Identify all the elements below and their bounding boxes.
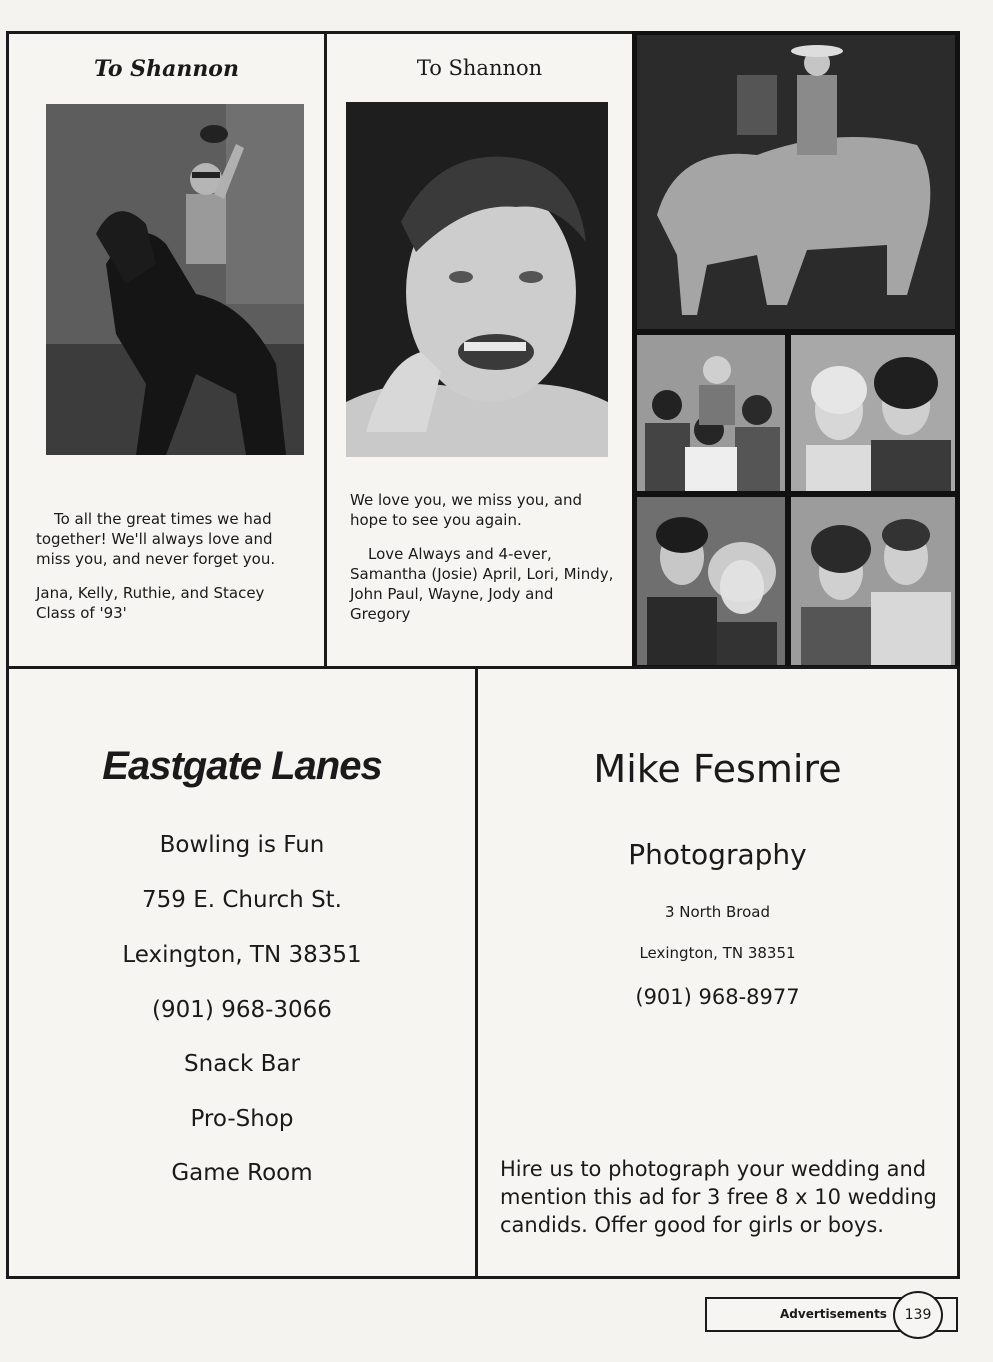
fesmire-address: 3 North Broad (664, 903, 771, 921)
fesmire-phone: (901) 968-8977 (635, 985, 800, 1009)
smiling-boy-photo (346, 102, 608, 457)
eastgate-title: Eastgate Lanes (102, 744, 382, 788)
eastgate-snack-bar: Snack Bar (184, 1051, 300, 1077)
fesmire-subtitle: Photography (628, 838, 807, 871)
tribute-middle-message: We love you, we miss you, and hope to see you again. (350, 491, 583, 529)
tribute-left-message-block (36, 509, 298, 637)
eastgate-pro-shop: Pro-Shop (190, 1106, 294, 1132)
tribute-middle-panel (324, 31, 635, 669)
footer-section-label: Advertisements (780, 1307, 887, 1321)
eastgate-phone: (901) 968-3066 (152, 997, 332, 1023)
tribute-left-panel (6, 31, 327, 669)
tribute-left-message: To all the great times we had together! We'll always love and miss you, and never forget you. (36, 510, 276, 568)
tribute-middle-message-block (350, 490, 616, 638)
couple-photo-right (791, 497, 955, 665)
eastgate-address: 759 E. Church St. (142, 887, 342, 913)
fesmire-title: Mike Fesmire (593, 747, 842, 791)
fesmire-photography-ad (475, 666, 960, 1279)
tribute-left-heading: To Shannon (94, 56, 239, 82)
fesmire-offer: Hire us to photograph your wedding and mention this ad for 3 free 8 x 10 wedding candids. Offer good for girls or boys. (500, 1157, 937, 1237)
fesmire-city: Lexington, TN 38351 (639, 944, 796, 962)
page-number: 139 (893, 1291, 943, 1339)
couple-photo-left (637, 497, 785, 665)
group-of-four-boys-photo (637, 335, 785, 491)
eastgate-lanes-ad (6, 666, 478, 1279)
tribute-middle-signature: Love Always and 4-ever, Samantha (Josie) April, Lori, Mindy, John Paul, Wayne, Jody and Gregory (350, 545, 614, 623)
eastgate-game-room: Game Room (171, 1160, 313, 1186)
horse-rider-photo (46, 104, 304, 455)
photo-collage (632, 31, 960, 669)
tribute-left-signature: Jana, Kelly, Ruthie, and Stacey Class of '93' (36, 584, 265, 622)
tribute-middle-heading: To Shannon (416, 56, 543, 80)
bull-riding-photo (637, 35, 955, 329)
eastgate-city: Lexington, TN 38351 (122, 942, 362, 968)
eastgate-tagline: Bowling is Fun (159, 832, 325, 858)
two-girls-photo (791, 335, 955, 491)
